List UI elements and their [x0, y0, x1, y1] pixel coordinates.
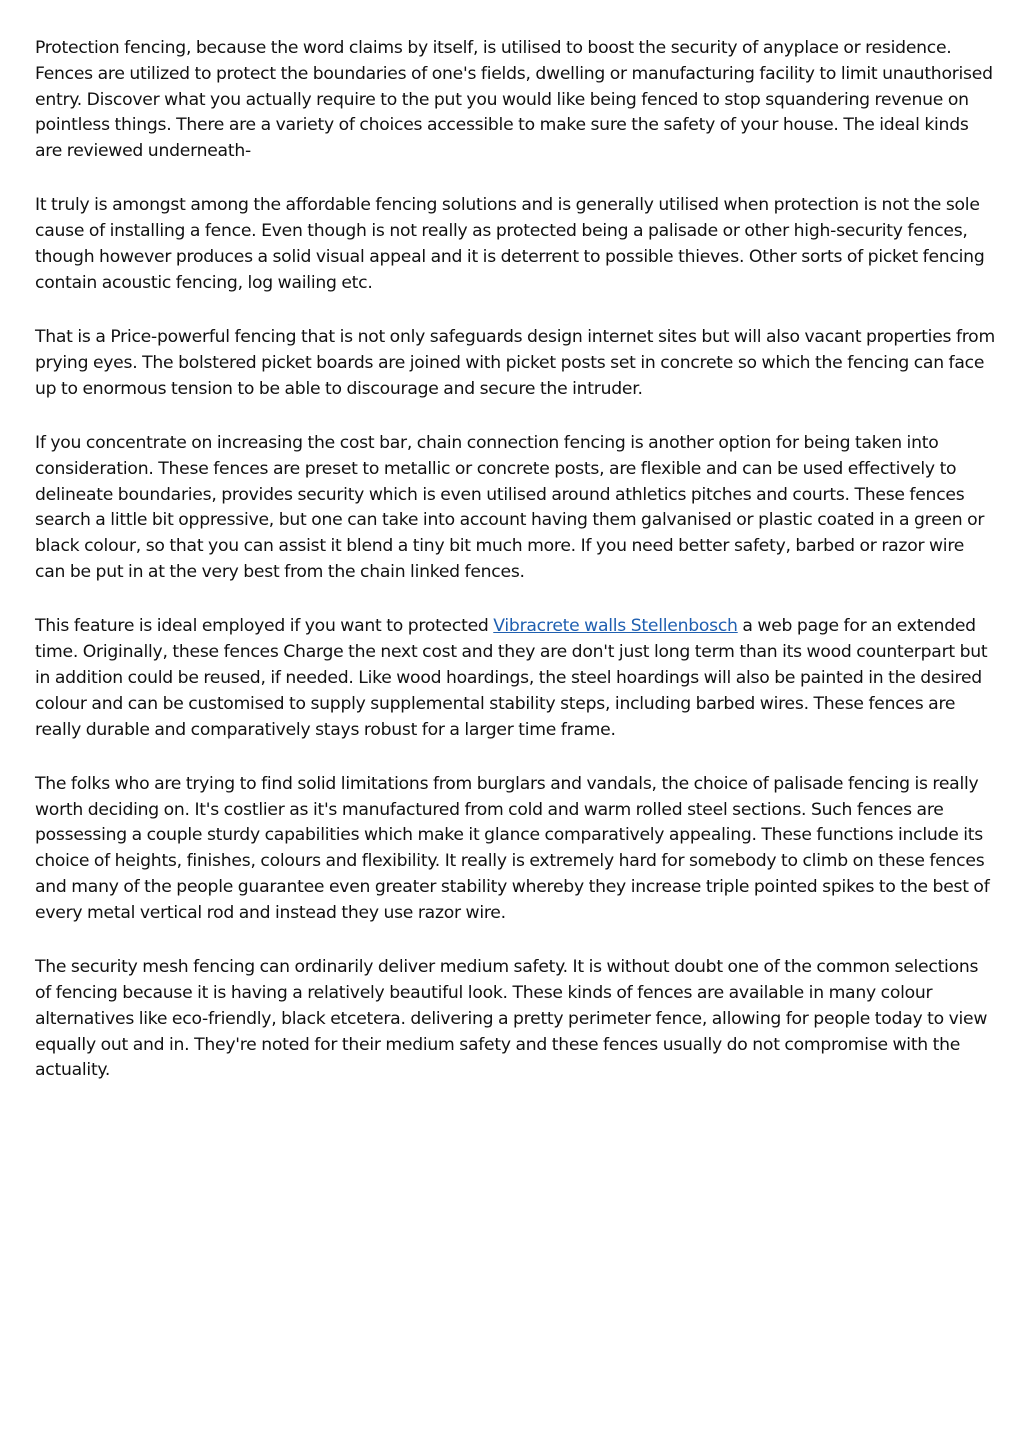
- article-body: [35, 36, 995, 1113]
- paragraph-steel-hoardings: [35, 614, 995, 743]
- paragraph-palisade-fencing: The folks who are trying to find solid limitations from burglars and vandals, the choice of palisade fencing is really worth deciding on. It's costlier as it's manufactured from cold and warm rolled steel sections. Such fences are possessing a couple sturdy capabilities which make it glance comparatively appealing. These functions include its choice of heights, finishes, colours and flexibility. It really is extremely hard for somebody to climb on these fences and many of the people guarantee even greater stability whereby they increase triple pointed spikes to the best of every metal vertical rod and instead they use razor wire.: [35, 773, 990, 923]
- paragraph-picket-fencing: It truly is amongst among the affordable fencing solutions and is generally utilised when protection is not the sole cause of installing a fence. Even though is not really as protected being a palisade or other high-security fences, though however produces a solid visual appeal and it is deterrent to possible thieves. Other sorts of picket fencing contain acoustic fencing, log wailing etc.: [35, 195, 985, 293]
- paragraph-steel-hoardings-lead: This feature is ideal employed if you want to protected: [35, 616, 494, 637]
- vibracrete-walls-link[interactable]: Vibracrete walls Stellenbosch: [493, 616, 738, 637]
- paragraph-steel-hoardings-rest: a web page for an extended time. Originally, these fences Charge the next cost and they are don't just long term than its wood counterpart but in addition could be reused, if needed. Like wood hoardings, the steel hoardings will also be painted in the desired colour and can be customised to supply supplemental stability steps, including barbed wires. These fences are really durable and comparatively stays robust for a larger time frame.: [35, 616, 988, 740]
- paragraph-security-mesh-fencing: The security mesh fencing can ordinarily deliver medium safety. It is without doubt one of the common selections of fencing because it is having a relatively beautiful look. These kinds of fences are available in many colour alternatives like eco-friendly, black etcetera. delivering a pretty perimeter fence, allowing for people today to view equally out and in. They're noted for their medium safety and these fences usually do not compromise with the actuality.: [35, 957, 988, 1081]
- paragraph-cost-effective-fencing: That is a Price-powerful fencing that is not only safeguards design internet sites but will also vacant properties from prying eyes. The bolstered picket boards are joined with picket posts set in concrete so which the fencing can face up to enormous tension to be able to discourage and secure the intruder.: [35, 327, 995, 399]
- paragraph-intro: Protection fencing, because the word claims by itself, is utilised to boost the security of anyplace or residence. Fences are utilized to protect the boundaries of one's fields, dwelling or manufacturing facility to limit unauthorised entry. Discover what you actually require to the put you would like being fenced to stop squandering revenue on pointless things. There are a variety of choices accessible to make sure the safety of your house. The ideal kinds are reviewed underneath-: [35, 38, 993, 162]
- paragraph-chain-link-fencing: If you concentrate on increasing the cost bar, chain connection fencing is another option for being taken into consideration. These fences are preset to metallic or concrete posts, are flexible and can be used effectively to delineate boundaries, provides security which is even utilised around athletics pitches and courts. These fences search a little bit oppressive, but one can take into account having them galvanised or plastic coated in a green or black colour, so that you can assist it blend a tiny bit much more. If you need better safety, barbed or razor wire can be put in at the very best from the chain linked fences.: [35, 433, 985, 583]
